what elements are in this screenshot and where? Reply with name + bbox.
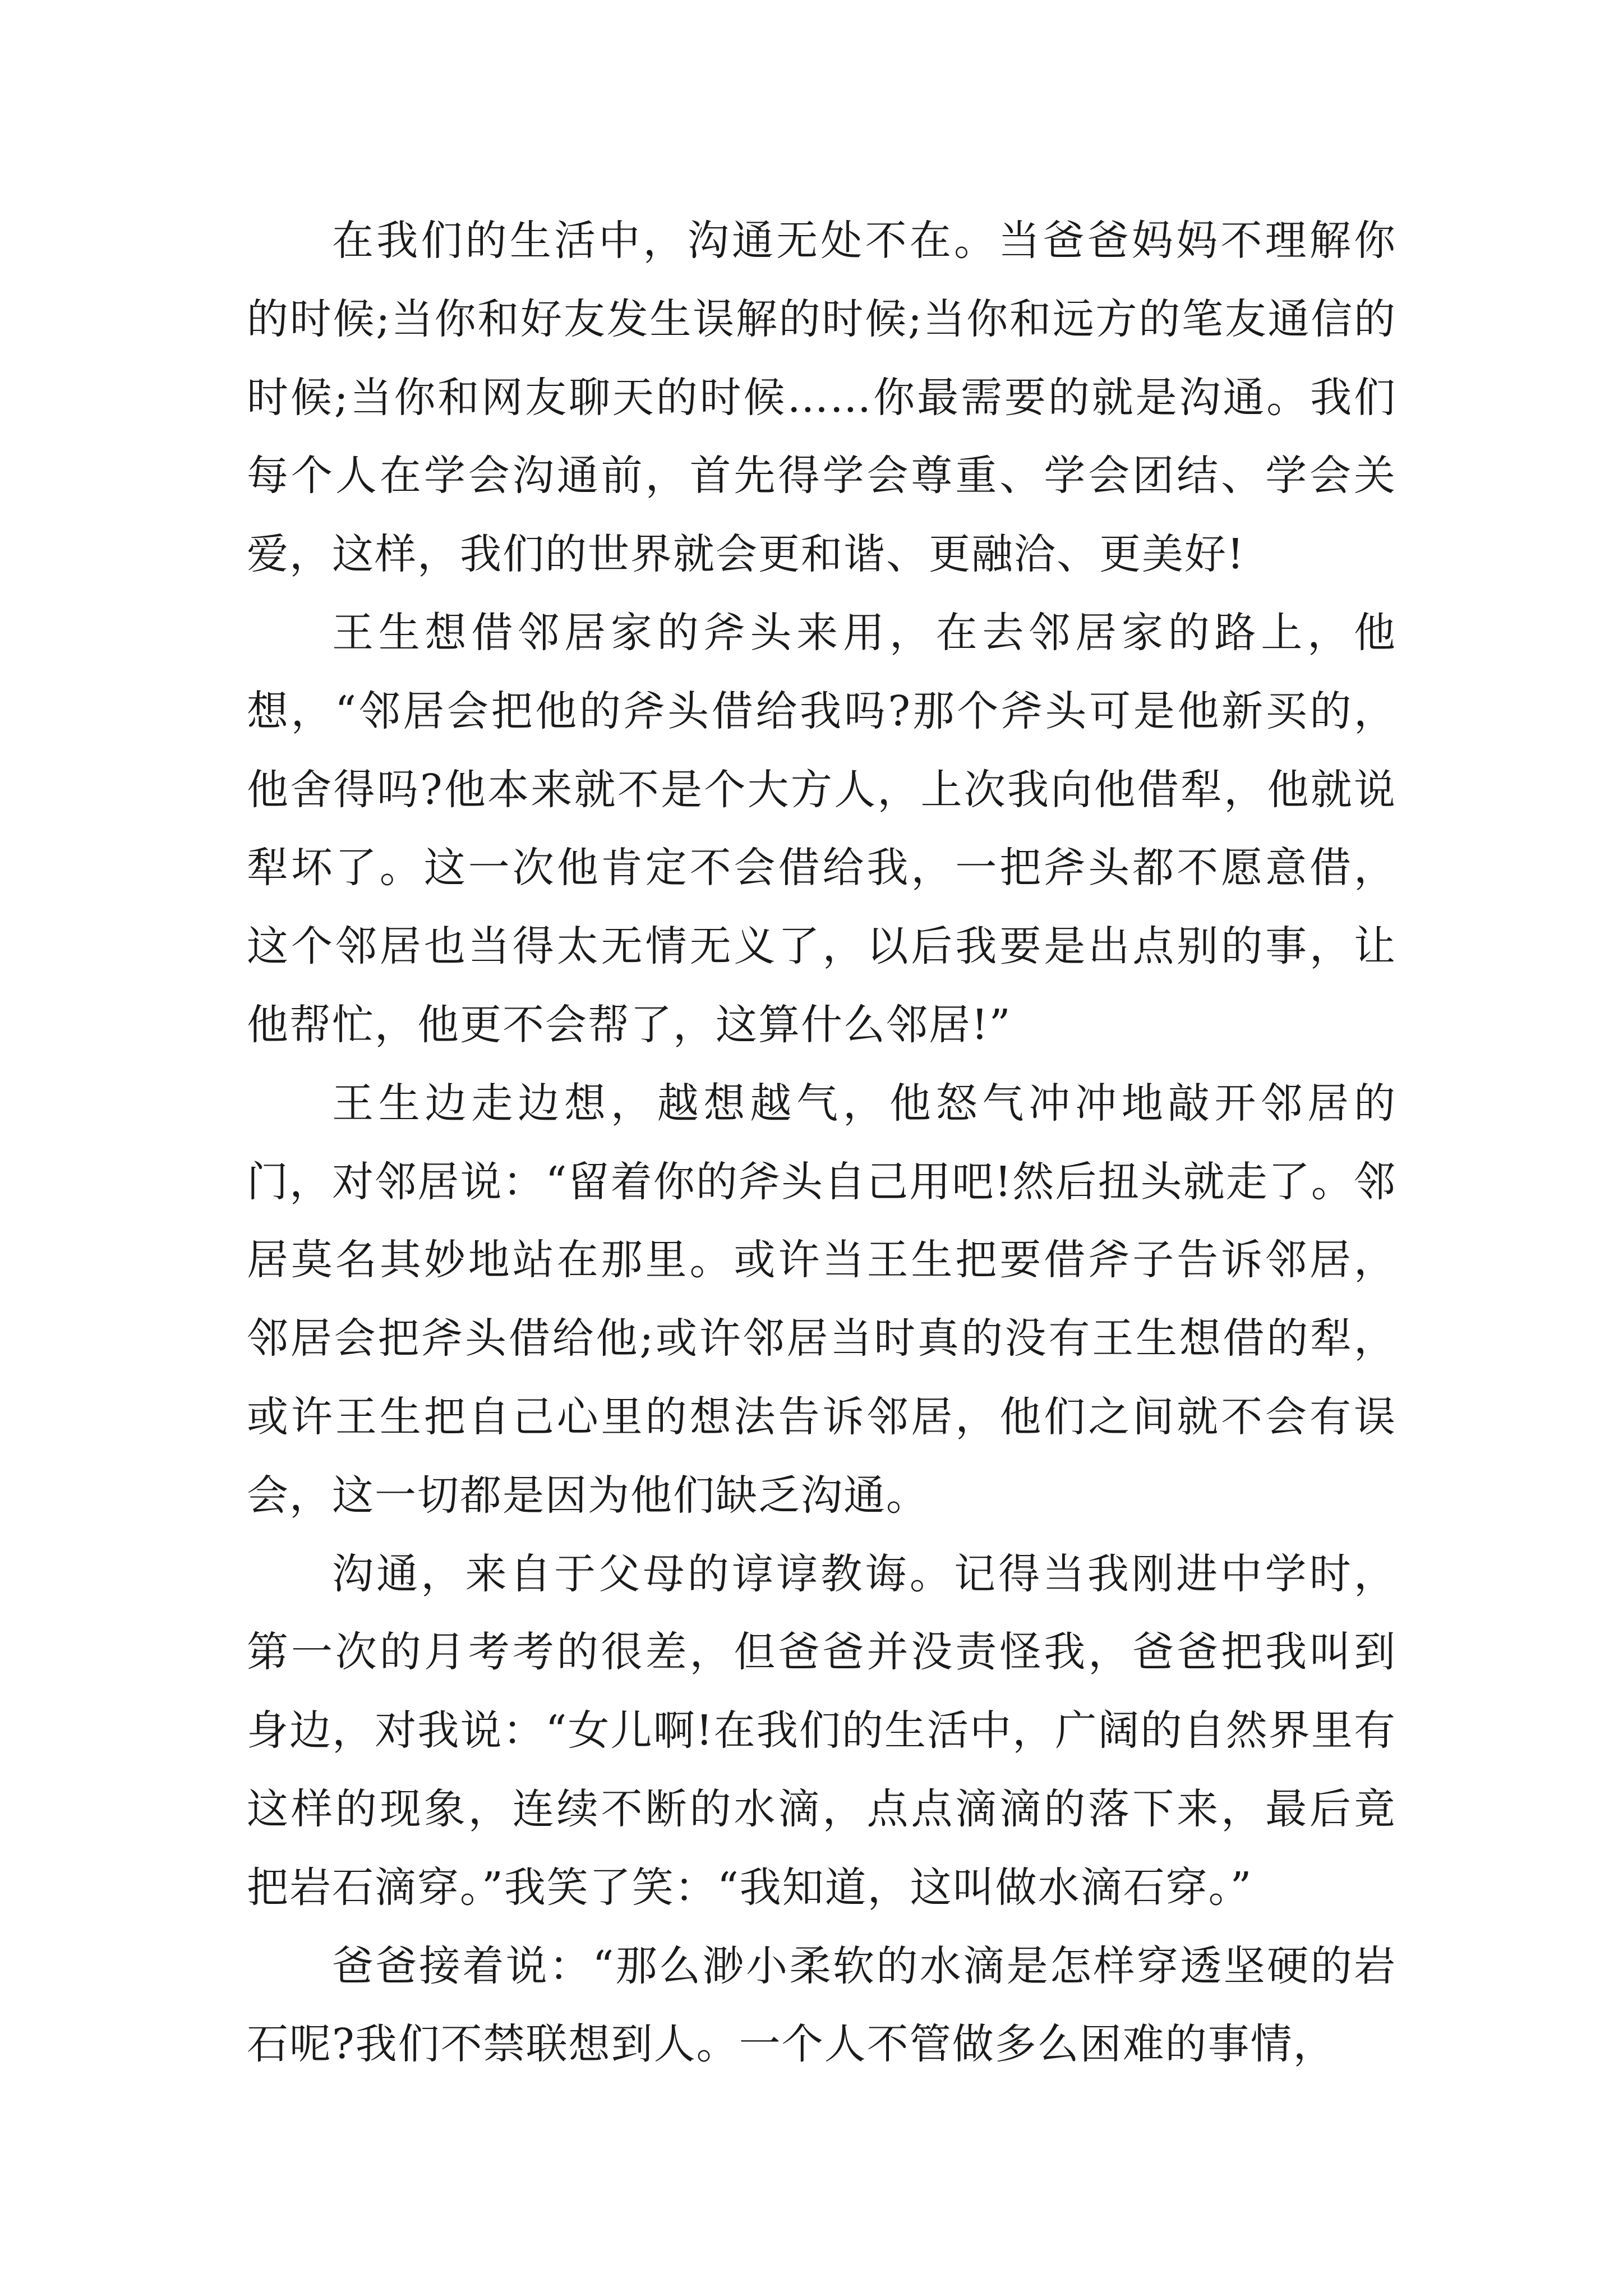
paragraph: 在我们的生活中，沟通无处不在。当爸爸妈妈不理解你的时候;当你和好友发生误解的时候;当你和远方的笔友通信的时候;当你和网友聊天的时候……你最需要的就是沟通。我们每个人在学会沟通前，首先得学会尊重、学会团结、学会关爱，这样，我们的世界就会更和谐、更融洽、更美好! xyxy=(247,217,1396,579)
paragraph: 爸爸接着说：“那么渺小柔软的水滴是怎样穿透坚硬的岩石呢?我们不禁联想到人。一个人不管做多么困难的事情， xyxy=(247,1941,1396,2069)
paragraph: 沟通，来自于父母的谆谆教诲。记得当我刚进中学时，第一次的月考考的很差，但爸爸并没责怪我，爸爸把我叫到身边，对我说：“女儿啊!在我们的生活中，广阔的自然界里有这样的现象，连续不断的水滴，点点滴滴的落下来，最后竟把岩石滴穿。”我笑了笑：“我知道，这叫做水滴石穿。” xyxy=(247,1549,1396,1912)
document-body xyxy=(247,202,1396,2084)
paragraph: 王生想借邻居家的斧头来用，在去邻居家的路上，他想，“邻居会把他的斧头借给我吗?那个斧头可是他新买的，他舍得吗?他本来就不是个大方人，上次我向他借犁，他就说犁坏了。这一次他肯定不会借给我，一把斧头都不愿意借，这个邻居也当得太无情无义了，以后我要是出点别的事，让他帮忙，他更不会帮了，这算什么邻居!” xyxy=(247,608,1396,1049)
paragraph: 王生边走边想，越想越气，他怒气冲冲地敲开邻居的门，对邻居说：“留着你的斧头自己用吧!然后扭头就走了。邻居莫名其妙地站在那里。或许当王生把要借斧子告诉邻居，邻居会把斧头借给他;或许邻居当时真的没有王生想借的犁，或许王生把自己心里的想法告诉邻居，他们之间就不会有误会，这一切都是因为他们缺乏沟通。 xyxy=(247,1079,1396,1520)
